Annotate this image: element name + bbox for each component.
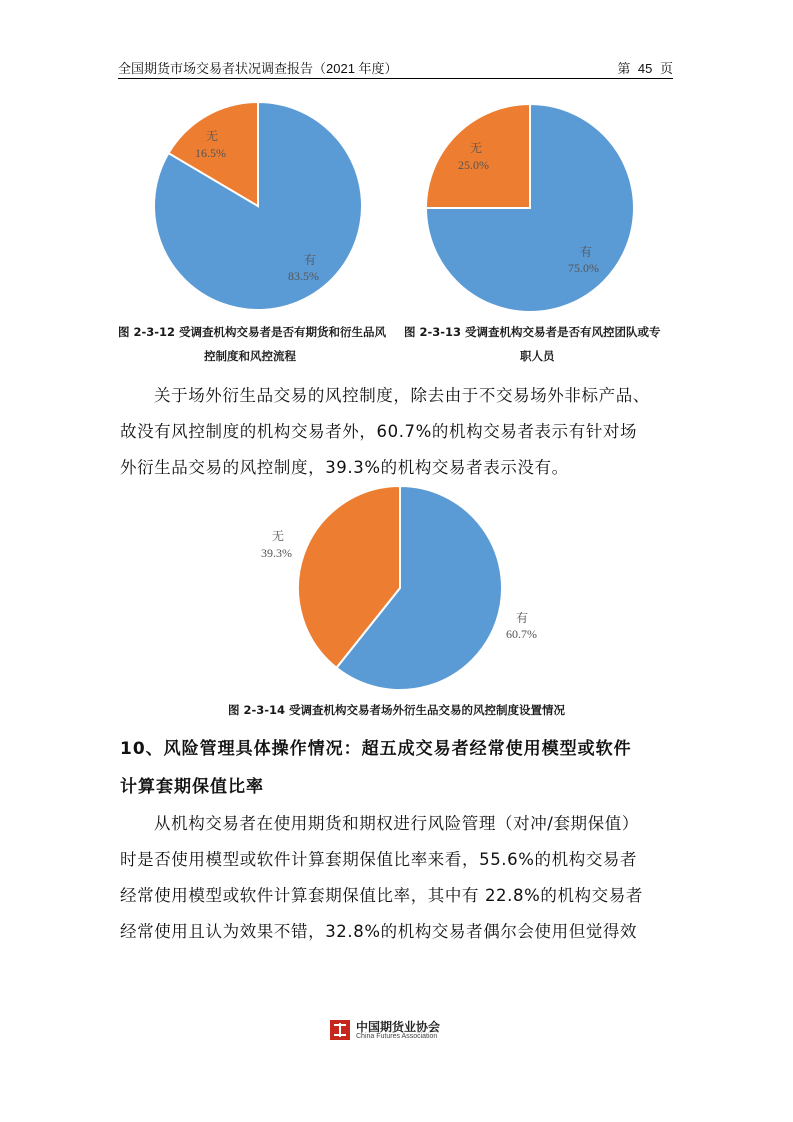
figure-caption-2-3-14: 图 2-3-14 受调查机构交易者场外衍生品交易的风控制度设置情况 — [227, 703, 566, 717]
page-header-title: 全国期货市场交易者状况调查报告（2021 年度） — [118, 61, 398, 76]
paragraph-line: 故没有风控制度的机构交易者外，60.7%的机构交易者表示有针对场 — [120, 422, 638, 441]
paragraph-line: 外衍生品交易的风控制度，39.3%的机构交易者表示没有。 — [120, 458, 569, 477]
slice-label-yes-name: 有 — [304, 253, 317, 267]
slice-label-no-value: 25.0% — [458, 158, 489, 172]
slice-label-yes-value: 75.0% — [568, 261, 599, 275]
logo-text-en: China Futures Association — [356, 1033, 438, 1040]
caption-line: 图 2-3-12 受调查机构交易者是否有期货和衍生品风 — [118, 325, 387, 339]
caption-line: 控制度和风控流程 — [204, 349, 296, 363]
logo-text-cn: 中国期货业协会 — [356, 1020, 441, 1034]
slice-label-yes-name: 有 — [580, 245, 593, 259]
slice-label-yes-name: 有 — [516, 611, 529, 625]
slice-label-no-name: 无 — [470, 141, 483, 155]
slice-label-no-value: 16.5% — [195, 146, 226, 160]
footer-logo — [330, 1018, 470, 1046]
slice-label-no-name: 无 — [206, 129, 219, 143]
caption-line: 图 2-3-13 受调查机构交易者是否有风控团队或专 — [404, 325, 661, 339]
paragraph-line: 经常使用模型或软件计算套期保值比率，其中有 22.8%的机构交易者 — [120, 886, 643, 905]
paragraph-line: 关于场外衍生品交易的风控制度，除去由于不交易场外非标产品、 — [154, 386, 650, 405]
paragraph-hedge-ratio — [120, 806, 676, 950]
slice-label-yes-value: 60.7% — [506, 627, 537, 641]
caption-line: 职人员 — [520, 349, 555, 363]
cfa-logo-icon — [330, 1020, 350, 1040]
slice-label-no-value: 39.3% — [261, 546, 292, 560]
heading-line: 计算套期保值比率 — [120, 777, 264, 797]
paragraph-line: 时是否使用模型或软件计算套期保值比率来看，55.6%的机构交易者 — [120, 850, 638, 869]
heading-line: 10、风险管理具体操作情况：超五成交易者经常使用模型或软件 — [120, 739, 632, 759]
paragraph-line: 经常使用且认为效果不错，32.8%的机构交易者偶尔会使用但觉得效 — [120, 922, 638, 941]
page-number: 第 45 页 — [617, 61, 673, 76]
slice-label-no-name: 无 — [272, 529, 285, 543]
paragraph-line: 从机构交易者在使用期货和期权进行风险管理（对冲/套期保值） — [154, 814, 639, 833]
section-heading-10 — [120, 730, 676, 806]
slice-label-yes-value: 83.5% — [288, 269, 319, 283]
